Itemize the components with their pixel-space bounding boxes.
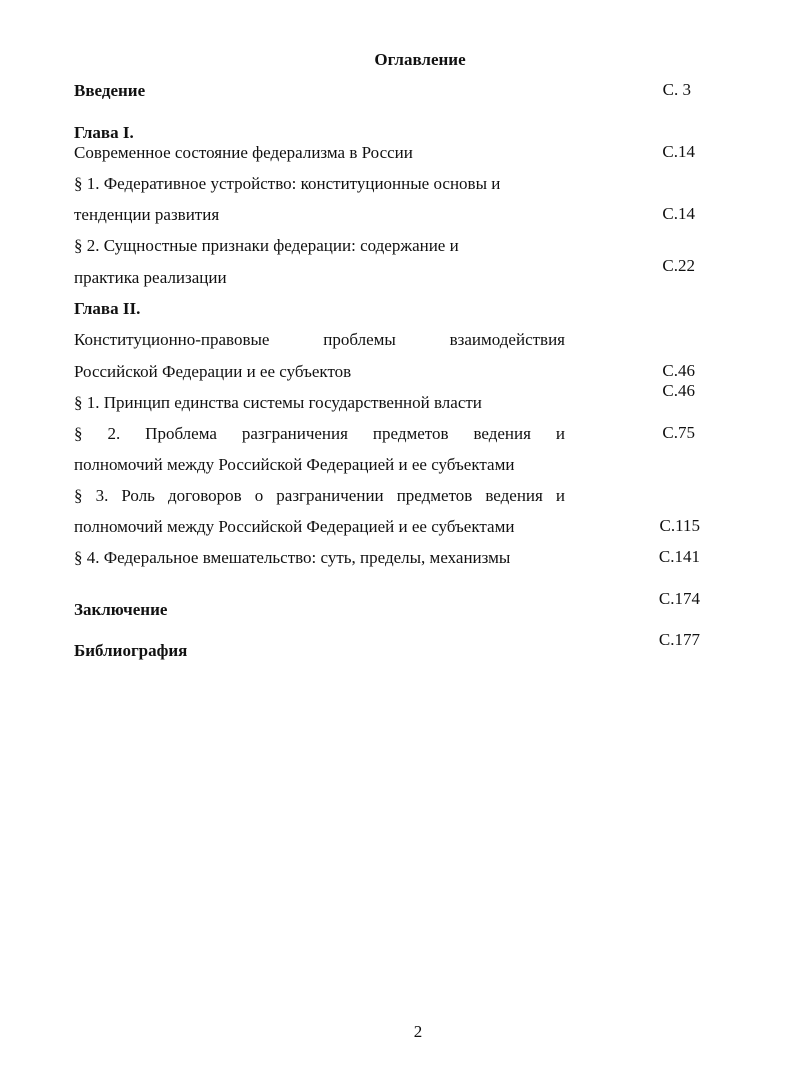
toc-ch1-s2-page: С.22 [662, 256, 695, 275]
toc-bibliography-label: Библиография [74, 641, 188, 660]
toc-ch2-s4-line1: § 4. Федеральное вмешательство: суть, пределы, механизмы [74, 548, 511, 567]
toc-intro-label: Введение [74, 81, 146, 100]
toc-ch1-s1-page: С.14 [662, 204, 695, 223]
toc-ch2-s4-page: С.141 [658, 547, 700, 566]
toc-chapter1-page: С.14 [662, 142, 695, 161]
toc-ch2-s3-line2: полномочий между Российской Федерацией и ее субъектами [74, 517, 515, 536]
toc-ch1-s1-line1: § 1. Федеративное устройство: конституционные основы и [74, 174, 501, 193]
toc-title: Оглавление [374, 50, 466, 69]
toc-ch2-s1-line1: § 1. Принцип единства системы государственной власти [74, 393, 482, 412]
toc-ch2-s2-line1: § 2. Проблема разграничения предметов ведения и [74, 424, 565, 443]
toc-chapter2-page: С.46 [662, 361, 695, 380]
toc-chapter1-heading: Глава I. [74, 123, 134, 142]
toc-ch1-s2-line1: § 2. Сущностные признаки федерации: содержание и [74, 236, 459, 255]
toc-chapter1-title: Современное состояние федерализма в России [74, 143, 413, 162]
toc-ch2-s2-line2: полномочий между Российской Федерацией и ее субъектами [74, 455, 515, 474]
toc-chapter2-heading: Глава II. [74, 299, 141, 318]
toc-intro-page: С. 3 [662, 80, 691, 99]
toc-ch2-s3-page: С.115 [659, 516, 700, 535]
toc-conclusion-label: Заключение [74, 600, 168, 619]
toc-ch1-s1-line2: тенденции развития [74, 205, 220, 224]
toc-conclusion-page: С.174 [658, 589, 700, 608]
toc-ch2-s1-page: С.46 [662, 381, 695, 400]
toc-bibliography-page: С.177 [658, 630, 700, 649]
toc-ch1-s2-line2: практика реализации [74, 268, 227, 287]
toc-chapter2-title-line2: Российской Федерации и ее субъектов [74, 362, 352, 381]
toc-ch2-s2-page: С.75 [662, 423, 695, 442]
toc-ch2-s3-line1: § 3. Роль договоров о разграничении предметов ведения и [74, 486, 565, 505]
page-number: 2 [413, 1022, 423, 1041]
toc-chapter2-title-line1: Конституционно-правовые проблемы взаимодействия [74, 330, 565, 349]
